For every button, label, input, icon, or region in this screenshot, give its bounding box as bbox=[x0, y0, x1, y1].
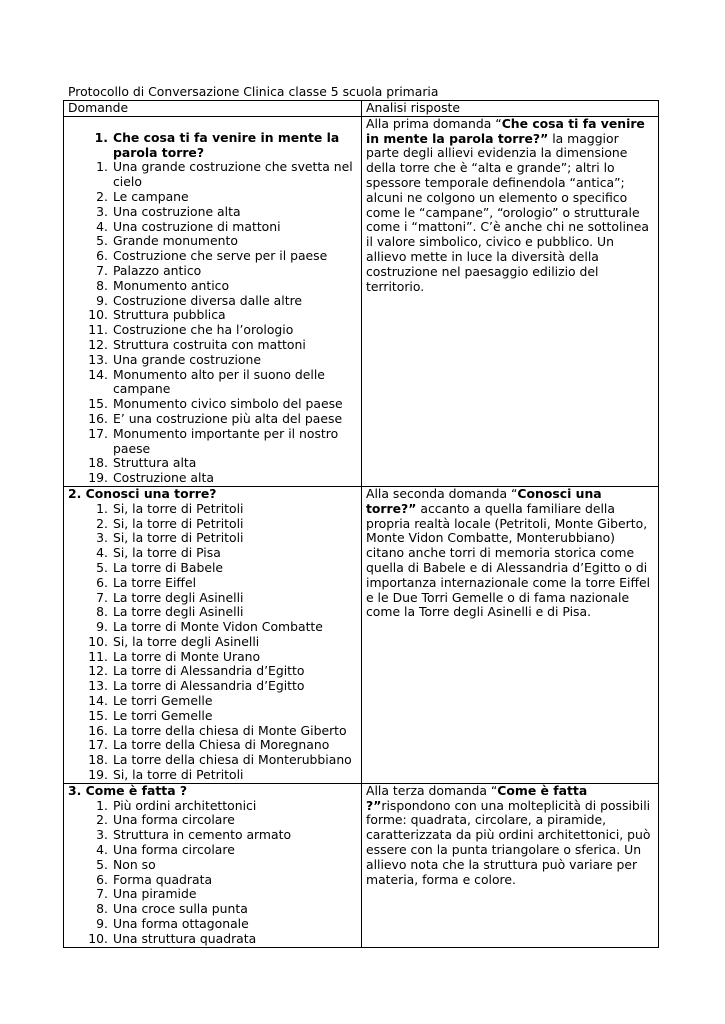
answer-item bbox=[68, 873, 357, 888]
answer-number: 16. bbox=[88, 722, 108, 738]
answer-item bbox=[68, 249, 357, 264]
answer-number: 8. bbox=[96, 604, 108, 620]
answer-number: 15. bbox=[88, 707, 108, 723]
answer-item bbox=[68, 546, 357, 561]
analysis-paragraph bbox=[366, 117, 654, 295]
answer-number: 2. bbox=[96, 812, 108, 828]
answer-item bbox=[68, 190, 357, 205]
answer-number: 18. bbox=[88, 455, 108, 471]
answer-item bbox=[68, 664, 357, 679]
answer-item bbox=[68, 635, 357, 650]
answer-number: 5. bbox=[96, 233, 108, 249]
answer-number: 19. bbox=[88, 767, 108, 783]
answer-item bbox=[68, 220, 357, 235]
answer-list bbox=[68, 160, 357, 486]
answer-item bbox=[68, 412, 357, 427]
answer-text: La torre degli Asinelli bbox=[113, 589, 244, 605]
answer-number: 4. bbox=[96, 218, 108, 234]
answer-text: Le torri Gemelle bbox=[113, 707, 213, 723]
answer-text: Una piramide bbox=[113, 886, 197, 902]
analysis-paragraph bbox=[366, 784, 654, 888]
analysis-intro: Alla prima domanda “ bbox=[366, 116, 502, 131]
answer-text: Monumento importante per il nostro paese bbox=[113, 425, 339, 456]
answer-text: Forma quadrata bbox=[113, 871, 213, 887]
questions-cell bbox=[64, 116, 362, 486]
answer-text: Più ordini architettonici bbox=[113, 797, 257, 813]
answer-text: Le torri Gemelle bbox=[113, 693, 213, 709]
answer-item bbox=[68, 353, 357, 368]
answer-text: La torre di Babele bbox=[113, 559, 224, 575]
analysis-paragraph bbox=[366, 487, 654, 620]
answer-number: 6. bbox=[96, 871, 108, 887]
answer-text: Si, la torre di Petritoli bbox=[113, 767, 244, 783]
question-text: Che cosa ti fa venire in mente la parola torre? bbox=[113, 129, 340, 160]
answer-item bbox=[68, 397, 357, 412]
answer-number: 9. bbox=[96, 619, 108, 635]
answer-number: 1. bbox=[96, 797, 108, 813]
answer-item bbox=[68, 308, 357, 323]
answer-item bbox=[68, 887, 357, 902]
answer-text: La torre della chiesa di Monte Giberto bbox=[113, 722, 347, 738]
answer-text: Monumento civico simbolo del paese bbox=[113, 396, 343, 412]
answer-item bbox=[68, 828, 357, 843]
answer-item bbox=[68, 591, 357, 606]
answer-text: La torre di Monte Urano bbox=[113, 648, 261, 664]
answer-number: 7. bbox=[96, 262, 108, 278]
answer-item bbox=[68, 813, 357, 828]
answer-item bbox=[68, 724, 357, 739]
answer-number: 7. bbox=[96, 589, 108, 605]
analysis-cell bbox=[362, 116, 659, 486]
analysis-cell bbox=[362, 783, 659, 947]
answer-text: Si, la torre di Petritoli bbox=[113, 515, 244, 531]
answer-number: 15. bbox=[88, 396, 108, 412]
answer-number: 14. bbox=[88, 693, 108, 709]
answer-text: Si, la torre di Petritoli bbox=[113, 500, 244, 516]
answer-item bbox=[68, 517, 357, 532]
answer-number: 4. bbox=[96, 842, 108, 858]
analysis-question-bold: Che cosa ti fa venire in mente la parola torre?” bbox=[366, 116, 645, 146]
answer-number: 10. bbox=[88, 633, 108, 649]
answer-number: 8. bbox=[96, 901, 108, 917]
question-heading: 2. Conosci una torre? bbox=[68, 486, 217, 501]
analysis-cell bbox=[362, 486, 659, 783]
answer-number: 9. bbox=[96, 292, 108, 308]
answer-text: Si, la torre di Petritoli bbox=[113, 530, 244, 546]
answer-text: Si, la torre degli Asinelli bbox=[113, 633, 260, 649]
answer-text: Una costruzione alta bbox=[113, 203, 241, 219]
answer-item bbox=[68, 561, 357, 576]
analysis-question-bold: Conosci una torre?” bbox=[366, 486, 602, 516]
answer-text: Costruzione che ha l’orologio bbox=[113, 322, 294, 338]
question-number: 1. bbox=[94, 129, 108, 145]
answer-number: 6. bbox=[96, 574, 108, 590]
answer-text: Struttura pubblica bbox=[113, 307, 226, 323]
answer-item bbox=[68, 471, 357, 486]
answer-text: Una forma circolare bbox=[113, 842, 235, 858]
answer-text: La torre della chiesa di Monterubbiano bbox=[113, 752, 352, 768]
answer-item bbox=[68, 264, 357, 279]
answer-number: 17. bbox=[88, 737, 108, 753]
answer-item bbox=[68, 917, 357, 932]
answer-item bbox=[68, 456, 357, 471]
section-row bbox=[64, 116, 659, 486]
answer-text: La torre Eiffel bbox=[113, 574, 197, 590]
header-analysis: Analisi risposte bbox=[362, 101, 659, 117]
answer-number: 2. bbox=[96, 515, 108, 531]
answer-text: Monumento alto per il suono delle campane bbox=[113, 366, 325, 397]
answer-item bbox=[68, 368, 357, 398]
answer-item bbox=[68, 427, 357, 457]
answer-item bbox=[68, 738, 357, 753]
answer-number: 16. bbox=[88, 410, 108, 426]
answer-number: 3. bbox=[96, 827, 108, 843]
answer-text: La torre di Alessandria d’Egitto bbox=[113, 678, 305, 694]
answer-text: Struttura in cemento armato bbox=[113, 827, 292, 843]
answer-item bbox=[68, 160, 357, 190]
answer-number: 11. bbox=[88, 648, 108, 664]
answer-text: Palazzo antico bbox=[113, 262, 202, 278]
answer-number: 12. bbox=[88, 336, 108, 352]
answer-text: Si, la torre di Pisa bbox=[113, 545, 221, 561]
answer-text: Struttura costruita con mattoni bbox=[113, 336, 306, 352]
answer-item bbox=[68, 605, 357, 620]
answer-number: 17. bbox=[88, 425, 108, 441]
analysis-body: rispondono con una molteplicità di possibili forme: quadrata, circolare, a piramide, caratterizzata da più ordini architettonici, può essere con la punta triangolare o sferica. Un allievo nota che la struttura può variare per materia, forma e colore. bbox=[366, 797, 651, 887]
question-heading bbox=[68, 131, 357, 161]
answer-item bbox=[68, 932, 357, 947]
answer-number: 5. bbox=[96, 856, 108, 872]
answer-text: Costruzione alta bbox=[113, 470, 214, 486]
answer-item bbox=[68, 694, 357, 709]
answer-text: Una forma circolare bbox=[113, 812, 235, 828]
answer-number: 1. bbox=[96, 500, 108, 516]
section-row bbox=[64, 783, 659, 947]
answer-number: 8. bbox=[96, 277, 108, 293]
answer-item bbox=[68, 294, 357, 309]
question-heading: 3. Come è fatta ? bbox=[68, 783, 188, 798]
answer-text: Le campane bbox=[113, 188, 189, 204]
answer-item bbox=[68, 709, 357, 724]
answer-text: Una costruzione di mattoni bbox=[113, 218, 281, 234]
questions-cell bbox=[64, 486, 362, 783]
answer-number: 9. bbox=[96, 916, 108, 932]
answer-item bbox=[68, 650, 357, 665]
answer-item bbox=[68, 234, 357, 249]
analysis-body: accanto a quella familiare della propria realtà locale (Petritoli, Monte Giberto, Monte Vidon Combatte, Monterubbiano) citano anche torri di memoria storica come quella di Babele e di Alessandria d’Egitto o di importanza internazionale come la torre Eiffel e le Due Torri Gemelle o di fama nazionale come la Torre degli Asinelli e di Pisa. bbox=[366, 500, 651, 620]
answer-item bbox=[68, 531, 357, 546]
answer-number: 2. bbox=[96, 188, 108, 204]
document-title: Protocollo di Conversazione Clinica classe 5 scuola primaria bbox=[68, 84, 439, 99]
question-list bbox=[68, 117, 357, 161]
answer-number: 13. bbox=[88, 351, 108, 367]
answer-text: Una struttura quadrata bbox=[113, 930, 257, 946]
answer-number: 11. bbox=[88, 322, 108, 338]
answer-number: 10. bbox=[88, 307, 108, 323]
answer-text: Grande monumento bbox=[113, 233, 238, 249]
answer-list bbox=[68, 502, 357, 783]
answer-item bbox=[68, 620, 357, 635]
answer-item bbox=[68, 843, 357, 858]
answer-text: Non so bbox=[113, 856, 156, 872]
answer-text: Una croce sulla punta bbox=[113, 901, 248, 917]
answer-text: Una grande costruzione che svetta nel cielo bbox=[113, 159, 353, 190]
answer-item bbox=[68, 502, 357, 517]
answer-number: 14. bbox=[88, 366, 108, 382]
header-questions: Domande bbox=[64, 101, 362, 117]
answer-number: 13. bbox=[88, 678, 108, 694]
analysis-question-bold: Come è fatta ?” bbox=[366, 783, 588, 813]
answer-item bbox=[68, 799, 357, 814]
answer-number: 6. bbox=[96, 248, 108, 264]
answer-number: 5. bbox=[96, 559, 108, 575]
answer-number: 10. bbox=[88, 930, 108, 946]
section-row bbox=[64, 486, 659, 783]
answer-item bbox=[68, 338, 357, 353]
answer-item bbox=[68, 679, 357, 694]
answer-item bbox=[68, 205, 357, 220]
answer-item bbox=[68, 902, 357, 917]
answer-item bbox=[68, 858, 357, 873]
questions-cell bbox=[64, 783, 362, 947]
answer-number: 18. bbox=[88, 752, 108, 768]
protocol-table bbox=[63, 100, 659, 948]
answer-item bbox=[68, 576, 357, 591]
answer-text: Costruzione diversa dalle altre bbox=[113, 292, 303, 308]
answer-number: 3. bbox=[96, 530, 108, 546]
answer-text: Costruzione che serve per il paese bbox=[113, 248, 328, 264]
answer-number: 4. bbox=[96, 545, 108, 561]
answer-text: La torre della Chiesa di Moregnano bbox=[113, 737, 330, 753]
answer-text: Struttura alta bbox=[113, 455, 197, 471]
answer-text: Una forma ottagonale bbox=[113, 916, 249, 932]
analysis-intro: Alla seconda domanda “ bbox=[366, 486, 518, 501]
table-header-row bbox=[64, 101, 659, 117]
answer-number: 7. bbox=[96, 886, 108, 902]
answer-number: 12. bbox=[88, 663, 108, 679]
answer-text: Una grande costruzione bbox=[113, 351, 261, 367]
answer-item bbox=[68, 753, 357, 768]
answer-text: E’ una costruzione più alta del paese bbox=[113, 410, 343, 426]
answer-text: La torre di Alessandria d’Egitto bbox=[113, 663, 305, 679]
answer-number: 1. bbox=[96, 159, 108, 175]
answer-text: La torre di Monte Vidon Combatte bbox=[113, 619, 323, 635]
answer-number: 19. bbox=[88, 470, 108, 486]
answer-list bbox=[68, 799, 357, 947]
analysis-intro: Alla terza domanda “ bbox=[366, 783, 498, 798]
analysis-body: la maggior parte degli allievi evidenzia la dimensione della torre che è “alta e grande”; altri lo spessore temporale definendola “antica”; alcuni ne colgono un elemento o specifico come le “campane”, “orologio” o strutturale come i “mattoni”. C’è anche chi ne sottolinea il valore simbolico, civico e pubblico. Un allievo mette in luce la diversità della costruzione nel paesaggio edilizio del territorio. bbox=[366, 130, 649, 294]
answer-text: Monumento antico bbox=[113, 277, 230, 293]
answer-item bbox=[68, 768, 357, 783]
answer-item bbox=[68, 323, 357, 338]
answer-number: 3. bbox=[96, 203, 108, 219]
answer-item bbox=[68, 279, 357, 294]
answer-text: La torre degli Asinelli bbox=[113, 604, 244, 620]
